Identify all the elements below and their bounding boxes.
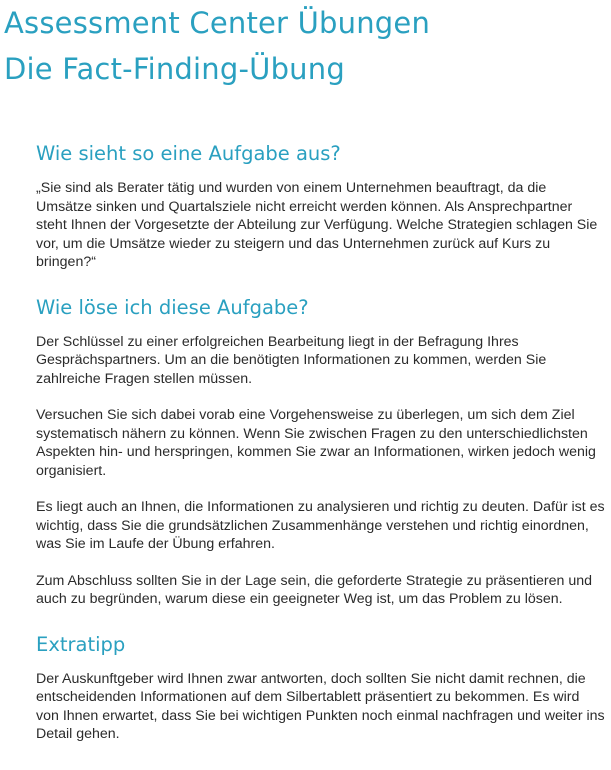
page-title-line-1: Assessment Center Übungen <box>4 6 431 40</box>
page-title-line-2: Die Fact-Finding-Übung <box>4 52 345 86</box>
solution-paragraph-1: Der Schlüssel zu einer erfolgreichen Bearbeitung liegt in der Befragung Ihres Gesprächspartners. Um an die benötigten Informationen zu kommen, werden Sie zahlreiche Fragen stellen müssen. <box>36 333 547 387</box>
article-content <box>36 140 606 744</box>
extratipp-paragraph: Der Auskunftgeber wird Ihnen zwar antworten, doch sollten Sie nicht damit rechnen, die entscheidenden Informationen auf dem Silbertablett präsentiert zu bekommen. Es wird von Ihnen erwartet, dass Sie bei wichtigen Punkten noch einmal nachfragen und weiter ins Detail gehen. <box>36 670 605 742</box>
section-heading-task: Wie sieht so eine Aufgabe aus? <box>36 142 341 165</box>
task-quote-paragraph: „Sie sind als Berater tätig und wurden von einem Unternehmen beauftragt, da die Umsätze sinken und Quartalsziele nicht erreicht werden können. Als Ansprechpartner steht Ihnen der Vorgesetzte der Abteilung zur Verfügung. Welche Strategien schlagen Sie vor, um die Umsätze wieder zu steigern und das Unternehmen zurück auf Kurs zu bringen?“ <box>36 180 598 270</box>
solution-paragraph-4: Zum Abschluss sollten Sie in der Lage sein, die geforderte Strategie zu präsentieren und auch zu begründen, warum diese ein geeigneter Weg ist, um das Problem zu lösen. <box>36 572 593 607</box>
page-title <box>4 0 430 92</box>
solution-paragraph-3: Es liegt auch an Ihnen, die Informationen zu analysieren und richtig zu deuten. Dafür ist es wichtig, dass Sie die grundsätzlichen Zusammenhänge verstehen und richtig einordnen, was Sie im Laufe der Übung erfahren. <box>36 499 605 552</box>
section-heading-solution: Wie löse ich diese Aufgabe? <box>36 295 309 319</box>
section-heading-extratipp: Extratipp <box>36 632 126 656</box>
solution-paragraph-2: Versuchen Sie sich dabei vorab eine Vorgehensweise zu überlegen, um sich dem Ziel systematisch nähern zu können. Wenn Sie zwischen Fragen zu den unterschiedlichsten Aspekten hin- und herspringen, kommen Sie zwar an Informationen, wirken jedoch wenig organisiert. <box>36 407 596 479</box>
